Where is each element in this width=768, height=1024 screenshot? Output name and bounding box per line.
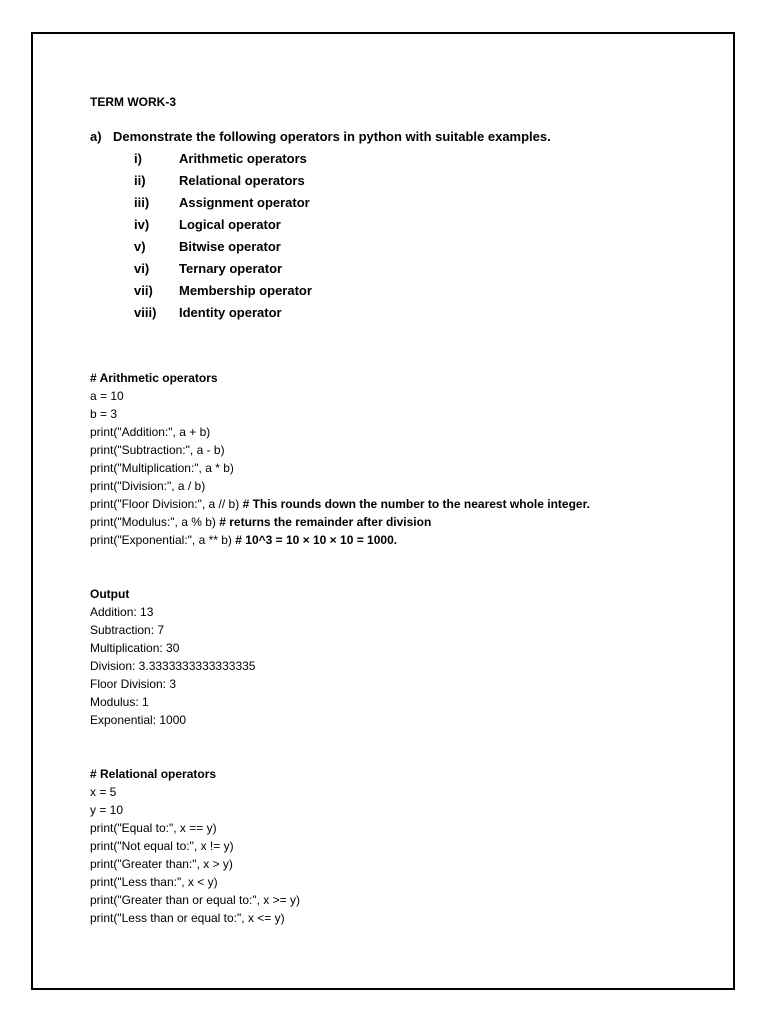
- output-heading: Output: [90, 587, 130, 601]
- list-item: [90, 280, 730, 302]
- code-comment: # This rounds down the number to the nearest whole integer.: [242, 497, 590, 511]
- code-line: x = 5: [90, 785, 117, 799]
- document-content: [90, 92, 730, 927]
- list-item-number: iii): [134, 195, 150, 210]
- arithmetic-heading: # Arithmetic operators: [90, 371, 218, 385]
- list-item: [90, 258, 730, 280]
- code-line: [90, 423, 730, 441]
- list-item-label: Ternary operator: [179, 261, 283, 276]
- output-section: [90, 585, 730, 729]
- operator-list: [90, 148, 730, 324]
- list-item-number: viii): [134, 305, 157, 320]
- output-line: Multiplication: 30: [90, 641, 180, 655]
- list-item-number: ii): [134, 173, 146, 188]
- list-item-number: iv): [134, 217, 150, 232]
- list-item-number: i): [134, 151, 142, 166]
- list-item: [90, 214, 730, 236]
- list-item-label: Arithmetic operators: [179, 151, 307, 166]
- code-line: [90, 387, 730, 405]
- code-line: [90, 459, 730, 477]
- list-item: [90, 302, 730, 324]
- list-item: [90, 192, 730, 214]
- document-title: TERM WORK-3: [90, 95, 176, 109]
- code-text: print("Addition:", a + b): [90, 425, 211, 439]
- list-item-number: v): [134, 239, 146, 254]
- list-item-number: vii): [134, 283, 153, 298]
- code-line: [90, 477, 730, 495]
- code-line: print("Greater than:", x > y): [90, 857, 233, 871]
- list-item-label: Identity operator: [179, 305, 282, 320]
- list-item-label: Assignment operator: [179, 195, 310, 210]
- code-comment: # 10^3 = 10 × 10 × 10 = 1000.: [235, 533, 398, 547]
- list-item-label: Bitwise operator: [179, 239, 281, 254]
- output-line: Exponential: 1000: [90, 713, 187, 727]
- list-item-label: Relational operators: [179, 173, 305, 188]
- code-text: a = 10: [90, 389, 124, 403]
- code-text: print("Exponential:", a ** b): [90, 533, 236, 547]
- code-line: print("Not equal to:", x != y): [90, 839, 234, 853]
- code-text: print("Floor Division:", a // b): [90, 497, 243, 511]
- code-line: print("Less than:", x < y): [90, 875, 218, 889]
- code-line: print("Equal to:", x == y): [90, 821, 217, 835]
- output-line: Addition: 13: [90, 605, 154, 619]
- list-item: [90, 170, 730, 192]
- code-line: [90, 513, 730, 531]
- question-a: [90, 127, 730, 147]
- list-item-number: vi): [134, 261, 150, 276]
- code-line: print("Less than or equal to:", x <= y): [90, 911, 285, 925]
- list-item: [90, 148, 730, 170]
- output-line: Division: 3.3333333333333335: [90, 659, 256, 673]
- list-item-label: Logical operator: [179, 217, 281, 232]
- code-line: [90, 495, 730, 513]
- relational-section: [90, 765, 730, 927]
- output-line: Floor Division: 3: [90, 677, 177, 691]
- code-line: y = 10: [90, 803, 124, 817]
- code-text: print("Modulus:", a % b): [90, 515, 220, 529]
- output-line: Subtraction: 7: [90, 623, 165, 637]
- question-label: a): [90, 129, 102, 144]
- output-line: Modulus: 1: [90, 695, 149, 709]
- code-line: [90, 531, 730, 549]
- question-text: Demonstrate the following operators in python with suitable examples.: [113, 129, 551, 144]
- code-text: print("Multiplication:", a * b): [90, 461, 234, 475]
- list-item-label: Membership operator: [179, 283, 312, 298]
- relational-heading: # Relational operators: [90, 767, 217, 781]
- code-comment: # returns the remainder after division: [219, 515, 432, 529]
- code-text: print("Division:", a / b): [90, 479, 206, 493]
- code-line: [90, 405, 730, 423]
- code-line: print("Greater than or equal to:", x >= y): [90, 893, 300, 907]
- code-text: b = 3: [90, 407, 118, 421]
- list-item: [90, 236, 730, 258]
- code-text: print("Subtraction:", a - b): [90, 443, 225, 457]
- arithmetic-section: [90, 369, 730, 549]
- code-line: [90, 441, 730, 459]
